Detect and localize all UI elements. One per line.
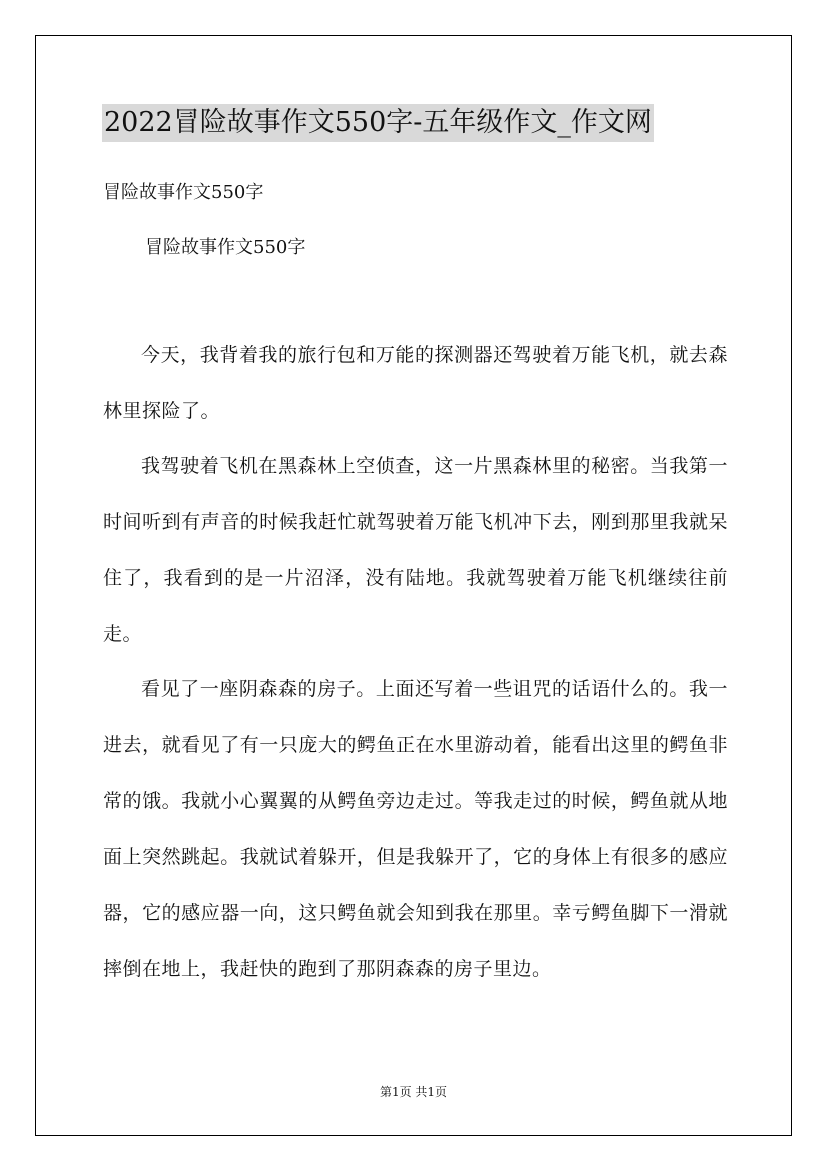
document-subtitle: 冒险故事作文550字 bbox=[103, 182, 264, 203]
document-subtitle-repeat: 冒险故事作文550字 bbox=[145, 237, 306, 258]
paragraph-2: 我驾驶着飞机在黑森林上空侦查，这一片黑森林里的秘密。当我第一时间听到有声音的时候我赶忙就驾驶着万能飞机冲下去，刚到那里我就呆住了，我看到的是一片沼泽，没有陆地。我就驾驶着万能飞机继续往前走。 bbox=[103, 455, 728, 645]
paragraph-3: 看见了一座阴森森的房子。上面还写着一些诅咒的话语什么的。我一进去，就看见了有一只庞大的鳄鱼正在水里游动着，能看出这里的鳄鱼非常的饿。我就小心翼翼的从鳄鱼旁边走过。等我走过的时候，鳄鱼就从地面上突然跳起。我就试着躲开，但是我躲开了，它的身体上有很多的感应器，它的感应器一向，这只鳄鱼就会知到我在那里。幸亏鳄鱼脚下一滑就摔倒在地上，我赶快的跑到了那阴森森的房子里边。 bbox=[103, 678, 728, 980]
document-title: 2022冒险故事作文550字-五年级作文_作文网 bbox=[102, 104, 654, 142]
page-number-footer: 第1页 共1页 bbox=[379, 1085, 448, 1099]
paragraph-1: 今天，我背着我的旅行包和万能的探测器还驾驶着万能飞机，就去森林里探险了。 bbox=[103, 344, 728, 422]
